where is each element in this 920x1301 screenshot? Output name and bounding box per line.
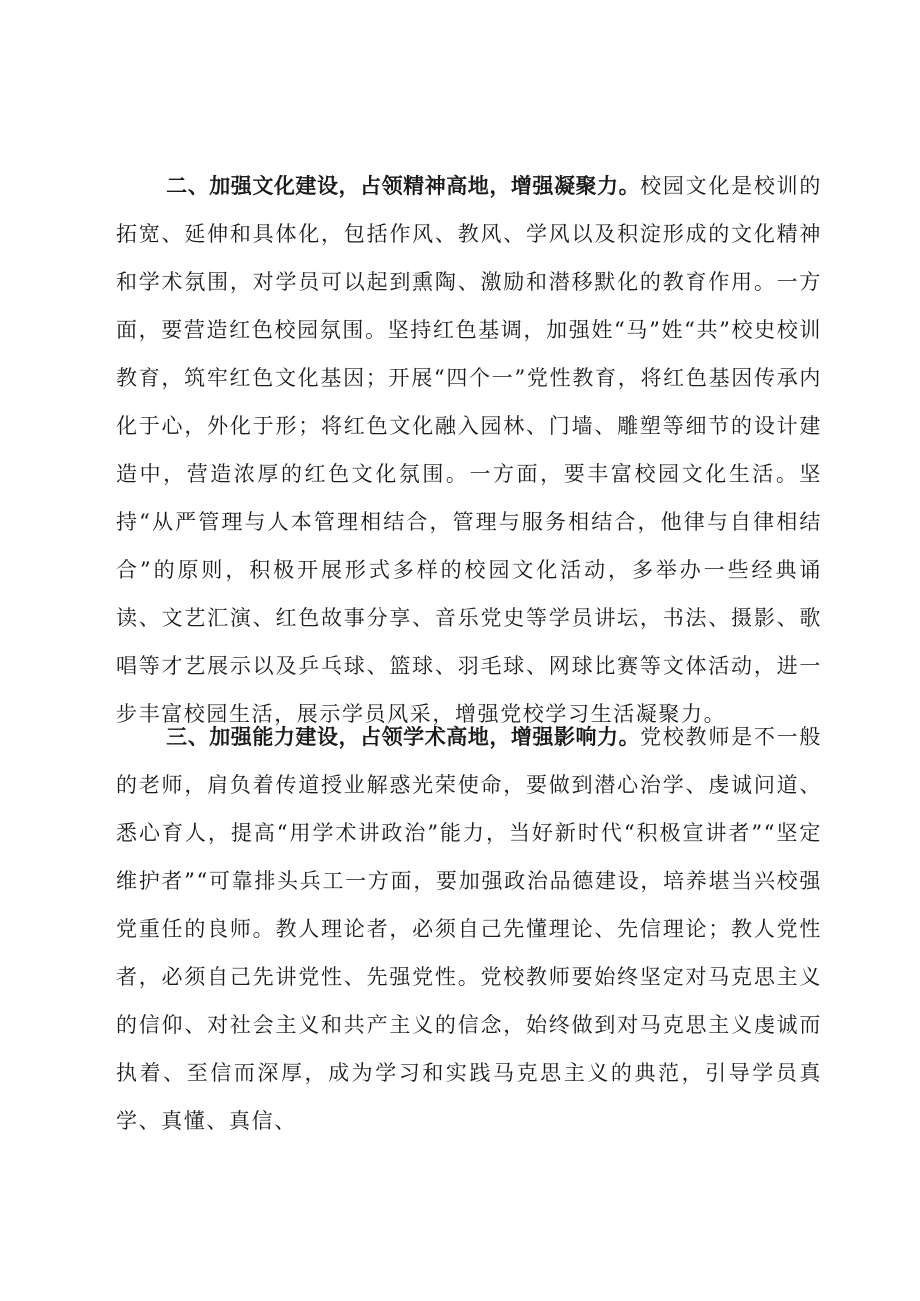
- paragraph-body: 党校教师是不一般的老师，肩负着传道授业解惑光荣使命，要做到潜心治学、虔诚问道、悉心育人，提高“用学术讲政治”能力，当好新时代“积极宣讲者”“坚定维护者”“可靠排头兵工一方面，要加强政治品德建设，培养堪当兴校强党重任的良师。教人理论者，必须自己先懂理论、先信理论；教人党性者，必须自己先讲党性、先强党性。党校教师要始终坚定对马克思主义的信仰、对社会主义和共产主义的信念，始终做到对马克思主义虔诚而执着、至信而深厚，成为学习和实践马克思主义的典范，引导学员真学、真懂、真信、: [116, 725, 822, 1133]
- paragraph-heading: 二、加强文化建设，占领精神高地，增强凝聚力。: [166, 174, 641, 198]
- paragraph-body: 校园文化是校训的拓宽、延伸和具体化，包括作风、教风、学风以及积淀形成的文化精神和学术氛围，对学员可以起到熏陶、激励和潜移默化的教育作用。一方面，要营造红色校园氛围。坚持红色基调，加强姓“马”姓“共”校史校训教育，筑牢红色文化基因；开展“四个一”党性教育，将红色基因传承内化于心，外化于形；将红色文化融入园林、门墙、雕塑等细节的设计建造中，营造浓厚的红色文化氛围。一方面，要丰富校园文化生活。坚持“从严管理与人本管理相结合，管理与服务相结合，他律与自律相结合”的原则，积极开展形式多样的校园文化活动，多举办一些经典诵读、文艺汇演、红色故事分享、音乐党史等学员讲坛，书法、摄影、歌唱等才艺展示以及乒乓球、篮球、羽毛球、网球比赛等文体活动，进一步丰富校园生活，展示学员风采，增强党校学习生活凝聚力。: [116, 174, 822, 726]
- paragraph-heading: 三、加强能力建设，占领学术高地，增强影响力。: [166, 725, 641, 749]
- paragraph-culture: [116, 162, 822, 738]
- paragraph-ability: [116, 713, 822, 1145]
